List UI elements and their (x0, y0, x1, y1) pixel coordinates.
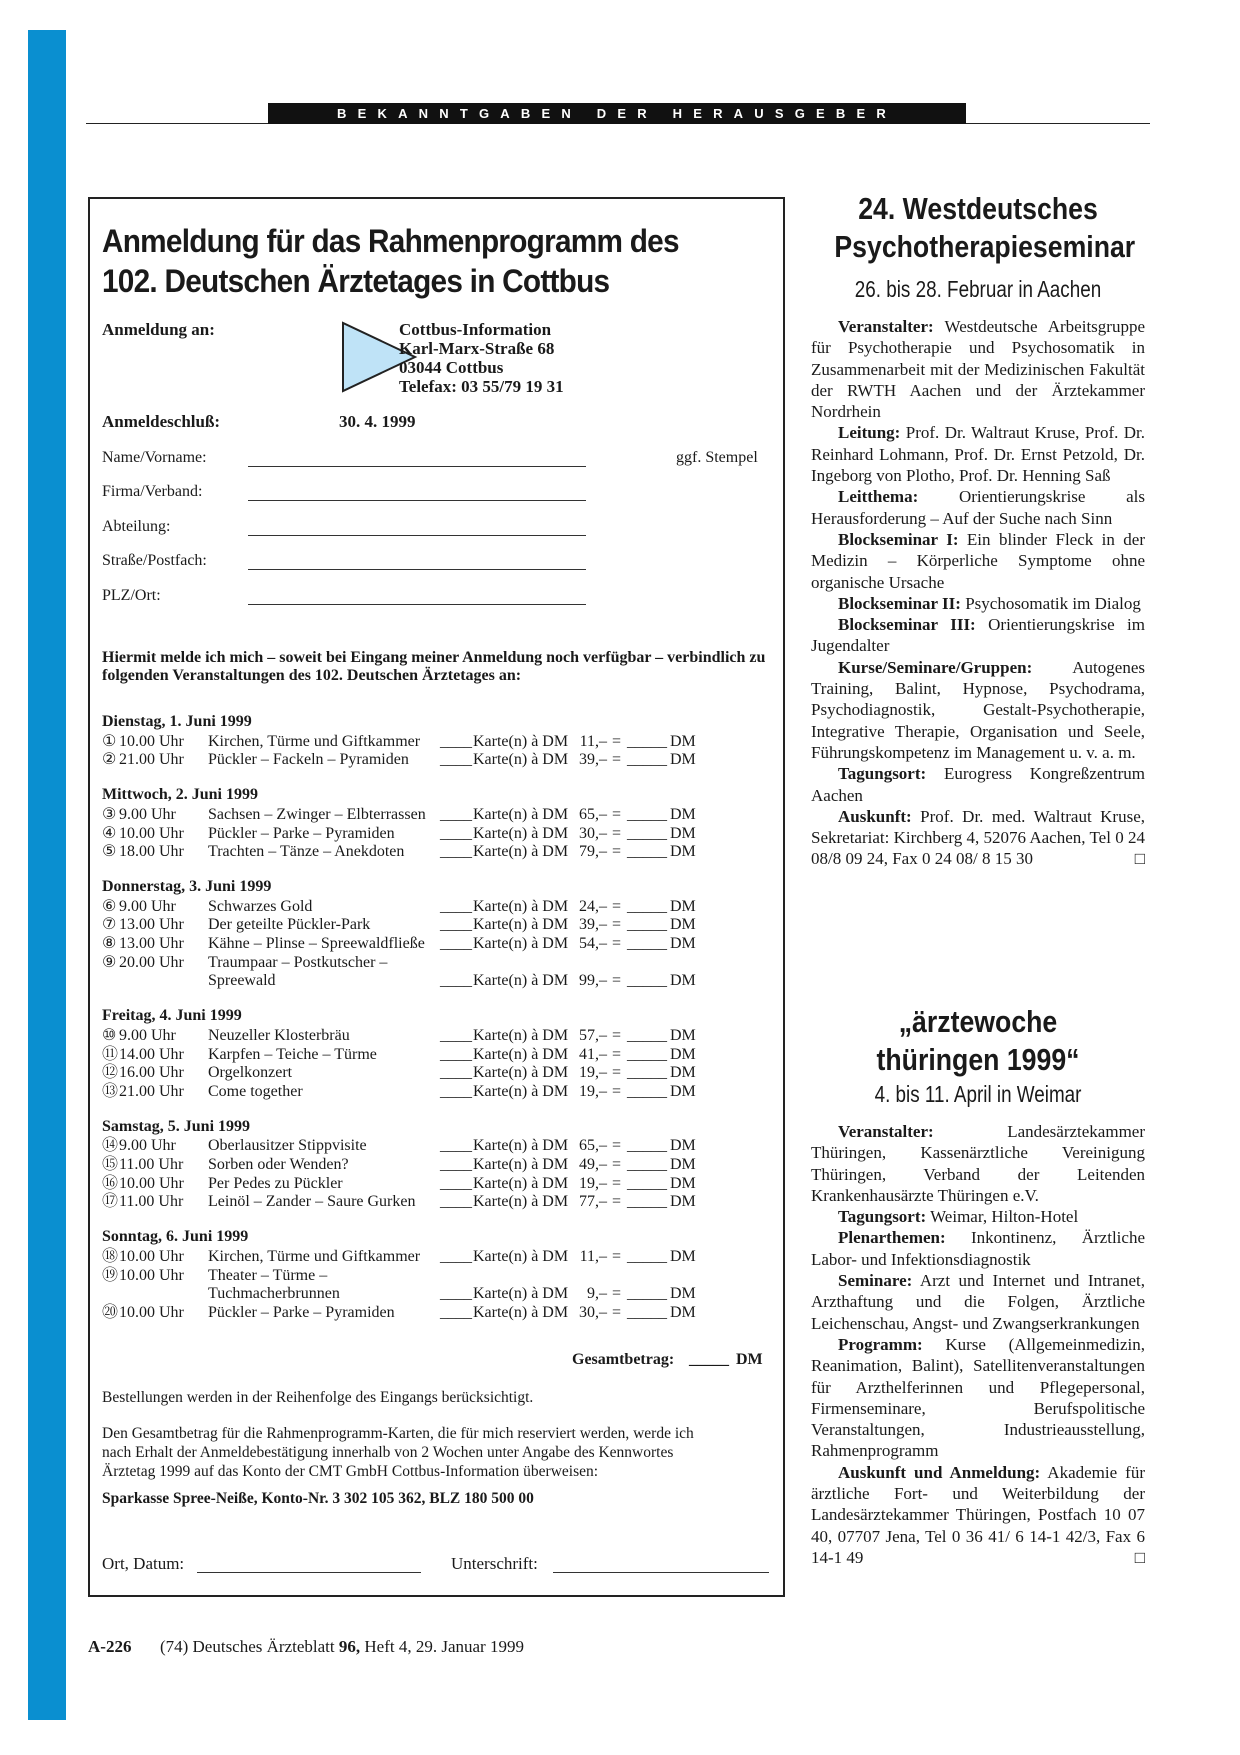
event-time: 18.00 Uhr (119, 843, 184, 861)
day-heading: Freitag, 4. Juni 1999 (102, 1007, 242, 1025)
paragraph-label: Plenarthemen: (838, 1228, 946, 1248)
equals-sign: = (612, 1156, 622, 1173)
currency-label: DM (670, 805, 696, 823)
paragraph-text: Prof. Dr. Waltraut Kruse, Prof. Dr. Reinhard Lohmann, Prof. Dr. Ernst Petzold, Dr. Ingeborg von Plotho, Prof. Dr. Henning Saß (811, 423, 1146, 486)
ticket-quantity-blank[interactable]: ____ (440, 1303, 472, 1321)
paragraph-label: Leitthema: (838, 487, 919, 507)
event-time: 9.00 Uhr (119, 1137, 176, 1155)
event-number: ⑥ (102, 897, 117, 915)
article-paragraph (811, 486, 1145, 529)
event-time: 9.00 Uhr (119, 897, 176, 915)
subtotal-blank[interactable]: _____ (627, 805, 667, 823)
equals-sign: = (612, 1026, 622, 1044)
subtotal-blank[interactable]: _____ (627, 1174, 667, 1192)
ticket-quantity-blank[interactable]: ____ (440, 916, 472, 934)
ticket-quantity-blank[interactable]: ____ (440, 843, 472, 861)
event-number: ⑭ (102, 1137, 119, 1155)
event-name: Kirchen, Türme und Giftkammer (208, 732, 421, 750)
total-label: Gesamtbetrag: (572, 1351, 675, 1368)
ticket-quantity-blank[interactable]: ____ (440, 1137, 472, 1155)
ticket-quantity-blank[interactable]: ____ (440, 805, 472, 823)
section-header: BEKANNTGABEN DER HERAUSGEBER (268, 103, 966, 124)
ticket-quantity-blank[interactable]: ____ (440, 935, 472, 952)
equals-sign: = (612, 1045, 622, 1063)
paragraph-text: Akademie für ärztliche Fort- und Weiterbildung der Landesärztekammer Thüringen, Postfach 10 07 40, 07707 Jena, Tel 0 36 41/ 6 14-1 42/3, Fax 6 14-1 49 (811, 1462, 1146, 1567)
event-time: 13.00 Uhr (119, 916, 184, 934)
currency-label: DM (670, 972, 696, 990)
equals-sign: = (612, 935, 622, 952)
ticket-quantity-blank[interactable]: ____ (440, 1156, 472, 1173)
event-time: 9.00 Uhr (119, 805, 176, 823)
ticket-quantity-blank[interactable]: ____ (440, 1045, 472, 1063)
payment-note-line: Ärztetag 1999 auf das Konto der CMT GmbH Cottbus-Information überweisen: (102, 1463, 599, 1480)
event-time: 10.00 Uhr (119, 1247, 184, 1265)
subtotal-blank[interactable]: _____ (627, 843, 667, 861)
total-currency: DM (736, 1351, 763, 1368)
equals-sign: = (612, 805, 622, 823)
currency-label: DM (670, 1303, 696, 1321)
ticket-quantity-blank[interactable]: ____ (440, 732, 472, 750)
event-number: ① (102, 732, 117, 750)
event-number: ② (102, 751, 117, 769)
equals-sign: = (612, 916, 622, 934)
paragraph-label: Veranstalter: (838, 317, 934, 336)
signature-label: Unterschrift: (451, 1554, 538, 1573)
equals-sign: = (612, 751, 622, 769)
article-paragraph (811, 1334, 1145, 1462)
paragraph-label: Veranstalter: (838, 1122, 934, 1141)
currency-label: DM (670, 1193, 696, 1211)
ticket-quantity-blank[interactable]: ____ (440, 824, 472, 842)
currency-label: DM (670, 824, 696, 842)
ticket-quantity-blank[interactable]: ____ (440, 1247, 472, 1265)
event-time: 10.00 Uhr (119, 1303, 184, 1321)
event-price: 79,– (579, 843, 607, 861)
article-paragraph (811, 614, 1145, 657)
subtotal-blank[interactable]: _____ (627, 1045, 667, 1063)
event-name: Theater – Türme – (208, 1266, 328, 1284)
payment-note-line: Den Gesamtbetrag für die Rahmenprogramm-Karten, die für mich reserviert werden, werde ich (102, 1425, 694, 1442)
event-number: ⑲ (102, 1266, 119, 1284)
event-price: 24,– (579, 897, 607, 915)
form-title: Anmeldung für das Rahmenprogramm des 102. Deutschen Ärztetages in Cottbus (102, 223, 679, 299)
event-name: Spreewald (208, 972, 276, 990)
title-line: 24. Westdeutsches (858, 191, 1098, 226)
currency-label: DM (670, 1137, 696, 1155)
ticket-label: Karte(n) à DM (473, 805, 569, 823)
article-aerztewoche (811, 1003, 1145, 1568)
issue-date: Heft 4, 29. Januar 1999 (364, 1637, 524, 1656)
paragraph-text: Westdeutsche Arbeitsgruppe für Psychotherapie und Psychosomatik in Zusammenarbeit mit der Medizinischen Fakultät der RWTH Aachen und der Ärztekammer Nordrhein (811, 317, 1145, 422)
paragraph-text: Eurogress Kongreßzentrum Aachen (811, 764, 1145, 805)
end-mark-icon: □ (1134, 1547, 1145, 1567)
event-price: 19,– (579, 1082, 607, 1100)
event-time: 20.00 Uhr (119, 953, 184, 971)
article-title (834, 1003, 1121, 1079)
paragraph-label: Kurse/Seminare/Gruppen: (838, 657, 1033, 677)
address-line: 03044 Cottbus (399, 358, 504, 377)
event-time: 21.00 Uhr (119, 751, 184, 769)
subtotal-blank[interactable]: _____ (627, 972, 667, 990)
field-label: Firma/Verband: (102, 483, 203, 500)
event-name: Pückler – Parke – Pyramiden (208, 1303, 395, 1321)
paragraph-label: Tagungsort: (838, 764, 927, 784)
event-name: Oberlausitzer Stippvisite (208, 1137, 367, 1155)
title-line: „ärztewoche (898, 1004, 1058, 1039)
paragraph-text: Psychosomatik im Dialog (965, 593, 1141, 613)
field-label: Name/Vorname: (102, 449, 207, 466)
paragraph-text: Kurse (Allgemeinmedizin, Reanimation, Balint), Satellitenveranstaltungen für Arzthelferinnen und Pflegepersonal, Firmenseminare, Berufspolitische Veranstaltungen, Industrieausstellung, Rahmenprogramm (811, 1334, 1145, 1461)
event-price: 39,– (579, 916, 607, 934)
place-date-input-line[interactable] (197, 1572, 421, 1573)
paragraph-text: Arzt und Internet und Intranet, Arzthaftung und die Folgen, Ärztliche Leichenschau, Angst- und Zwangserkrankungen (811, 1271, 1145, 1333)
equals-sign: = (612, 1285, 622, 1303)
event-price: 77,– (579, 1193, 607, 1211)
article-paragraph (811, 593, 1145, 614)
currency-label: DM (670, 1285, 696, 1303)
ticket-quantity-blank[interactable]: ____ (440, 1026, 472, 1044)
event-price: 19,– (579, 1064, 607, 1082)
event-name: Traumpaar – Postkutscher – (208, 953, 388, 971)
currency-label: DM (670, 935, 696, 952)
blue-margin-bar (28, 30, 66, 1720)
event-number: ⑬ (102, 1082, 119, 1100)
subtotal-blank[interactable]: _____ (627, 1285, 667, 1303)
paragraph-text: Orientierungskrise im Jugendalter (811, 615, 1145, 656)
event-price: 11,– (579, 732, 607, 750)
event-name: Schwarzes Gold (208, 897, 313, 915)
article-paragraph (811, 1227, 1145, 1270)
article-paragraph (811, 763, 1145, 806)
page-number: A-226 (88, 1637, 132, 1656)
event-name: Leinöl – Zander – Saure Gurken (208, 1193, 416, 1211)
ticket-label: Karte(n) à DM (473, 1026, 569, 1044)
title-line: Psychotherapieseminar (834, 229, 1136, 264)
ticket-label: Karte(n) à DM (473, 1082, 569, 1100)
department-input-line[interactable] (248, 535, 586, 536)
ticket-label: Karte(n) à DM (473, 1137, 569, 1155)
paragraph-label: Blockseminar II: (838, 593, 961, 613)
paragraph-label: Auskunft: (838, 806, 912, 826)
equals-sign: = (612, 972, 622, 990)
event-time: 10.00 Uhr (119, 1174, 184, 1192)
ticket-quantity-blank[interactable]: ____ (440, 897, 472, 915)
address-line: Karl-Marx-Straße 68 (399, 339, 555, 358)
day-heading: Mittwoch, 2. Juni 1999 (102, 786, 258, 804)
subtotal-blank[interactable]: _____ (627, 1193, 667, 1211)
equals-sign: = (612, 732, 622, 750)
event-number: ⑫ (102, 1064, 119, 1082)
ticket-label: Karte(n) à DM (473, 935, 569, 952)
event-time: 10.00 Uhr (119, 732, 184, 750)
paragraph-text: Orientierungskrise als Herausforderung – Auf der Suche nach Sinn (811, 487, 1146, 528)
event-number: ③ (102, 805, 117, 823)
event-time: 11.00 Uhr (119, 1193, 184, 1211)
event-name: Der geteilte Pückler-Park (208, 916, 371, 934)
currency-label: DM (670, 1045, 696, 1063)
event-name: Sorben oder Wenden? (208, 1156, 349, 1173)
deadline-label: Anmeldeschluß: (102, 412, 221, 431)
subtotal-blank[interactable]: _____ (627, 824, 667, 842)
equals-sign: = (612, 1193, 622, 1211)
bank-details: Sparkasse Spree-Neiße, Konto-Nr. 3 302 105 362, BLZ 180 500 00 (102, 1490, 534, 1507)
event-time: 21.00 Uhr (119, 1082, 184, 1100)
currency-label: DM (670, 751, 696, 769)
paragraph-label: Programm: (838, 1334, 923, 1354)
ticket-label: Karte(n) à DM (473, 1156, 569, 1173)
total-blank[interactable]: _____ (689, 1351, 729, 1368)
article-psychotherapy (811, 190, 1145, 870)
registration-form (88, 197, 785, 1597)
ticket-quantity-blank[interactable]: ____ (440, 972, 472, 990)
ticket-label: Karte(n) à DM (473, 1303, 569, 1321)
article-body (811, 1121, 1145, 1568)
page-footer (88, 1637, 524, 1657)
payment-note-line: nach Erhalt der Anmeldebestätigung innerhalb von 2 Wochen unter Angabe des Kennwortes (102, 1444, 674, 1461)
ticket-quantity-blank[interactable]: ____ (440, 751, 472, 769)
event-name: Per Pedes zu Pückler (208, 1174, 343, 1192)
subtotal-blank[interactable]: _____ (627, 1064, 667, 1082)
currency-label: DM (670, 1174, 696, 1192)
event-number: ⑧ (102, 935, 117, 952)
article-paragraph (811, 806, 1145, 870)
event-number: ⑯ (102, 1174, 119, 1192)
equals-sign: = (612, 1082, 622, 1100)
subtotal-blank[interactable]: _____ (627, 935, 667, 952)
event-price: 65,– (579, 805, 607, 823)
event-name: Come together (208, 1082, 303, 1100)
ticket-label: Karte(n) à DM (473, 972, 569, 990)
event-number: ⑨ (102, 953, 117, 971)
paragraph-label: Tagungsort: (838, 1207, 927, 1227)
currency-label: DM (670, 1247, 696, 1265)
article-subtitle: 26. bis 28. Februar in Aachen (854, 276, 1102, 302)
event-price: 57,– (579, 1026, 607, 1044)
intro-text: Hiermit melde ich mich – soweit bei Eingang meiner Anmeldung noch verfügbar – verbindlich zu folgenden Veranstaltungen des 102. Deutschen Ärztetages an: (102, 649, 766, 684)
article-paragraph (811, 657, 1145, 763)
event-price: 9,– (587, 1285, 607, 1303)
event-name: Tuchmacherbrunnen (208, 1285, 340, 1303)
article-paragraph (811, 1270, 1145, 1334)
city-input-line[interactable] (248, 604, 586, 605)
payment-note (102, 1424, 772, 1481)
place-date-label: Ort, Datum: (102, 1554, 185, 1573)
day-heading: Donnerstag, 3. Juni 1999 (102, 878, 272, 896)
paragraph-text: Ein blinder Fleck in der Medizin – Körperliche Symptome ohne organische Ursache (811, 529, 1146, 592)
event-price: 41,– (579, 1045, 607, 1063)
currency-label: DM (670, 1156, 696, 1173)
event-name: Kirchen, Türme und Giftkammer (208, 1247, 421, 1265)
address-line: Telefax: 03 55/79 19 31 (399, 377, 564, 396)
field-label: Straße/Postfach: (102, 552, 207, 569)
event-time: 16.00 Uhr (119, 1064, 184, 1082)
title-line: thüringen 1999“ (876, 1042, 1080, 1077)
event-time: 14.00 Uhr (119, 1045, 184, 1063)
subtotal-blank[interactable]: _____ (627, 1082, 667, 1100)
equals-sign: = (612, 1303, 622, 1321)
event-number: ⑳ (102, 1303, 119, 1321)
paragraph-label: Seminare: (838, 1271, 913, 1291)
event-number: ⑦ (102, 916, 117, 934)
day-heading: Dienstag, 1. Juni 1999 (102, 713, 252, 730)
ticket-quantity-blank[interactable]: ____ (440, 1082, 472, 1100)
paragraph-label: Blockseminar III: (838, 615, 976, 635)
article-paragraph (811, 1121, 1145, 1206)
event-name: Pückler – Fackeln – Pyramiden (208, 751, 409, 769)
event-number: ⑤ (102, 843, 117, 861)
event-time: 10.00 Uhr (119, 824, 184, 842)
ticket-label: Karte(n) à DM (473, 1193, 569, 1211)
event-number: ⑮ (102, 1156, 119, 1173)
street-input-line[interactable] (248, 569, 586, 570)
event-price: 49,– (579, 1156, 607, 1173)
paragraph-text: Autogenes Training, Balint, Hypnose, Psychodrama, Psychodiagnostik, Gestalt-Psychotherapie, Integrative Therapie, Organisation und Seele, Führungskompetenz im Management u. v. a. m. (811, 657, 1145, 762)
equals-sign: = (612, 1247, 622, 1265)
event-price: 11,– (579, 1247, 607, 1265)
journal-volume: 96, (338, 1637, 361, 1656)
ticket-label: Karte(n) à DM (473, 1174, 569, 1192)
event-name: Neuzeller Klosterbräu (208, 1026, 350, 1044)
ticket-label: Karte(n) à DM (473, 1045, 569, 1063)
ticket-quantity-blank[interactable]: ____ (440, 1064, 472, 1082)
event-price: 54,– (579, 935, 607, 952)
day-heading: Sonntag, 6. Juni 1999 (102, 1228, 249, 1246)
address-line: Cottbus-Information (399, 320, 552, 339)
event-number: ⑰ (102, 1193, 119, 1211)
event-number: ⑱ (102, 1247, 119, 1265)
currency-label: DM (670, 897, 696, 915)
event-price: 30,– (579, 1303, 607, 1321)
ticket-label: Karte(n) à DM (473, 1064, 569, 1082)
currency-label: DM (670, 732, 696, 750)
equals-sign: = (612, 897, 622, 915)
ticket-label: Karte(n) à DM (473, 732, 569, 750)
subtotal-blank[interactable]: _____ (627, 897, 667, 915)
ticket-label: Karte(n) à DM (473, 1247, 569, 1265)
ticket-label: Karte(n) à DM (473, 824, 569, 842)
event-name: Trachten – Tänze – Anekdoten (208, 843, 405, 861)
ticket-label: Karte(n) à DM (473, 916, 569, 934)
event-price: 19,– (579, 1174, 607, 1192)
event-price: 65,– (579, 1137, 607, 1155)
paragraph-text: Inkontinenz, Ärztliche Labor- und Infektionsdiagnostik (811, 1228, 1145, 1269)
event-price: 99,– (579, 972, 607, 990)
currency-label: DM (670, 916, 696, 934)
event-name: Sachsen – Zwinger – Elbterrassen (208, 805, 426, 823)
currency-label: DM (670, 1064, 696, 1082)
order-note: Bestellungen werden in der Reihenfolge des Eingangs berücksichtigt. (102, 1389, 534, 1406)
event-time: 9.00 Uhr (119, 1026, 176, 1044)
subtotal-blank[interactable]: _____ (627, 1026, 667, 1044)
subtotal-blank[interactable]: _____ (627, 732, 667, 750)
name-input-line[interactable] (248, 466, 586, 467)
event-name: Karpfen – Teiche – Türme (208, 1045, 377, 1063)
paragraph-label: Leitung: (838, 423, 901, 443)
journal-name: (74) Deutsches Ärzteblatt (159, 1637, 335, 1656)
day-heading: Samstag, 5. Juni 1999 (102, 1117, 251, 1135)
event-time: 10.00 Uhr (119, 1266, 184, 1284)
event-price: 39,– (579, 751, 607, 769)
article-title (834, 190, 1136, 266)
equals-sign: = (612, 824, 622, 842)
event-number: ④ (102, 824, 117, 842)
article-paragraph (811, 1206, 1145, 1227)
ticket-label: Karte(n) à DM (473, 751, 569, 769)
event-name: Kähne – Plinse – Spreewaldfließe (208, 935, 425, 952)
field-label: Abteilung: (102, 518, 171, 535)
end-mark-icon: □ (1134, 849, 1145, 869)
ticket-label: Karte(n) à DM (473, 843, 569, 861)
subtotal-blank[interactable]: _____ (627, 1156, 667, 1173)
paragraph-text: Prof. Dr. med. Waltraut Kruse, Sekretariat: Kirchberg 4, 52076 Aachen, Tel 0 24 08/8 09 24, Fax 0 24 08/ 8 15 30 (811, 806, 1145, 869)
equals-sign: = (612, 1137, 622, 1155)
subtotal-blank[interactable]: _____ (627, 1303, 667, 1321)
currency-label: DM (670, 1026, 696, 1044)
subtotal-blank[interactable]: _____ (627, 751, 667, 769)
article-subtitle: 4. bis 11. April in Weimar (874, 1081, 1082, 1107)
event-name: Orgelkonzert (208, 1064, 293, 1082)
paragraph-text: Weimar, Hilton-Hotel (930, 1207, 1079, 1227)
currency-label: DM (670, 843, 696, 861)
article-paragraph (811, 422, 1145, 486)
article-paragraph (811, 529, 1145, 593)
equals-sign: = (612, 1174, 622, 1192)
address-block (399, 320, 564, 396)
equals-sign: = (612, 1064, 622, 1082)
subtotal-blank[interactable]: _____ (627, 1247, 667, 1265)
event-name: Pückler – Parke – Pyramiden (208, 824, 395, 842)
currency-label: DM (670, 1082, 696, 1100)
paragraph-label: Blockseminar I: (838, 529, 959, 549)
deadline-value: 30. 4. 1999 (339, 412, 416, 431)
ticket-quantity-blank[interactable]: ____ (440, 1174, 472, 1192)
field-label: PLZ/Ort: (102, 587, 161, 604)
signature-input-line[interactable] (553, 1572, 769, 1573)
ticket-quantity-blank[interactable]: ____ (440, 1285, 472, 1303)
event-number: ⑪ (102, 1045, 119, 1063)
equals-sign: = (612, 843, 622, 861)
event-time: 13.00 Uhr (119, 935, 184, 952)
subtotal-blank[interactable]: _____ (627, 916, 667, 934)
subtotal-blank[interactable]: _____ (627, 1137, 667, 1155)
anmeldung-label: Anmeldung an: (102, 320, 215, 339)
article-paragraph (811, 316, 1145, 422)
company-input-line[interactable] (248, 500, 586, 501)
article-paragraph (811, 1462, 1145, 1568)
ticket-label: Karte(n) à DM (473, 897, 569, 915)
event-number: ⑩ (102, 1026, 117, 1044)
paragraph-label: Auskunft und Anmeldung: (838, 1462, 1041, 1482)
paragraph-text: Landesärztekammer Thüringen, Kassenärztliche Vereinigung Thüringen, Verband der Leitenden Krankenhausärzte Thüringen e.V. (811, 1122, 1145, 1205)
event-time: 11.00 Uhr (119, 1156, 184, 1173)
stamp-label: ggf. Stempel (676, 449, 758, 466)
event-price: 30,– (579, 824, 607, 842)
article-body (811, 316, 1145, 870)
ticket-quantity-blank[interactable]: ____ (440, 1193, 472, 1211)
ticket-label: Karte(n) à DM (473, 1285, 569, 1303)
